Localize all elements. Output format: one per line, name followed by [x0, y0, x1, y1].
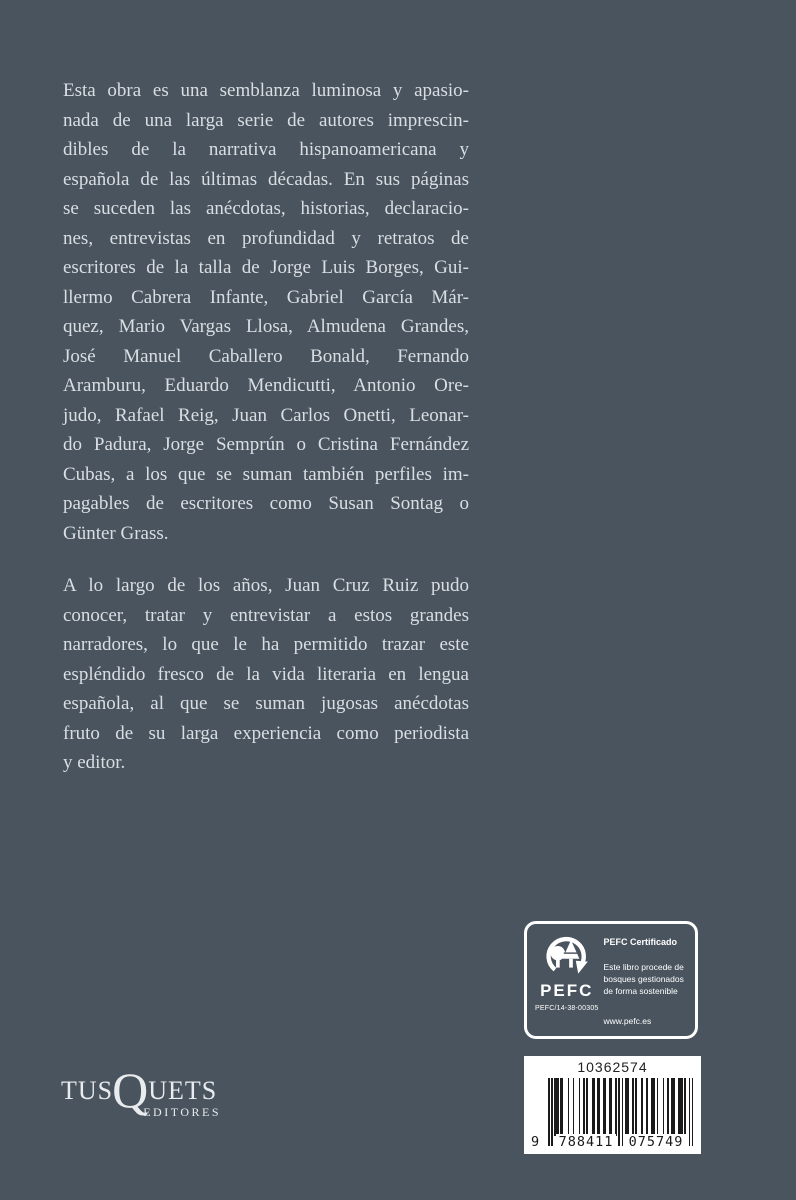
tusquets-wordmark-q: Q	[112, 1062, 150, 1118]
tusquets-editores-text: EDITORES	[143, 1105, 221, 1119]
synopsis-paragraph	[63, 76, 469, 548]
synopsis-line: y editor.	[63, 752, 126, 773]
synopsis-line: dibles de la narrativa hispanoamericana y	[63, 139, 469, 160]
synopsis-line: española, al que se suman jugosas anécdotas	[63, 693, 469, 714]
synopsis-line: narradores, lo que le ha permitido trazar este	[63, 634, 469, 655]
synopsis-line: fruto de su larga experiencia como periodista	[63, 722, 469, 744]
synopsis-line: conocer, tratar y entrevistar a estos grandes	[63, 604, 469, 626]
barcode-first-digit: 9	[531, 1134, 540, 1150]
barcode	[524, 1056, 701, 1154]
synopsis-line: A lo largo de los años, Juan Cruz Ruiz pudo	[63, 575, 469, 596]
synopsis-line: Aramburu, Eduardo Mendicutti, Antonio Ore-	[63, 375, 469, 396]
synopsis-line: escritores de la talla de Jorge Luis Borges, Gui-	[63, 257, 469, 278]
pefc-brand-text: PEFC	[540, 981, 594, 1000]
pefc-label-left-column	[535, 932, 599, 1029]
barcode-left-digits: 788411	[556, 1134, 616, 1150]
synopsis-line: judo, Rafael Reig, Juan Carlos Onetti, Leonar-	[63, 404, 469, 426]
pefc-license-code: PEFC/14-38-00305	[535, 1005, 599, 1012]
synopsis-line: llermo Cabrera Infante, Gabriel García Már-	[63, 286, 469, 308]
pefc-description: Este libro procede de bosques gestionados de forma sostenible	[603, 962, 684, 996]
synopsis-line: Esta obra es una semblanza luminosa y apasio-	[63, 80, 469, 101]
synopsis-line: espléndido fresco de la vida literaria en lengua	[63, 663, 469, 685]
synopsis-line: se suceden las anécdotas, historias, declaracio-	[63, 198, 469, 219]
synopsis-line: española de las últimas décadas. En sus páginas	[63, 168, 469, 190]
barcode-top-number: 10362574	[577, 1059, 648, 1075]
synopsis-line: pagables de escritores como Susan Sontag o	[63, 493, 469, 514]
synopsis-line: nada de una larga serie de autores imprescin-	[63, 109, 469, 131]
synopsis-line: Cubas, a los que se suman también perfiles im-	[63, 463, 469, 485]
barcode-module	[692, 1078, 694, 1146]
pefc-label-right-column	[599, 932, 694, 1029]
pefc-title: PEFC Certificado	[603, 937, 678, 947]
tusquets-wordmark-suffix: UETS	[148, 1076, 218, 1105]
synopsis-line: Günter Grass.	[63, 522, 169, 544]
pefc-certification-label	[524, 921, 698, 1039]
synopsis-line: quez, Mario Vargas Llosa, Almudena Grandes,	[63, 316, 469, 337]
barcode-right-digits: 075749	[625, 1134, 687, 1150]
pefc-website: www.pefc.es	[603, 1016, 652, 1026]
synopsis-line: José Manuel Caballero Bonald, Fernando	[63, 345, 469, 367]
synopsis-text	[63, 76, 469, 778]
synopsis-paragraph	[63, 571, 469, 778]
synopsis-line: do Padura, Jorge Semprún o Cristina Fernández	[63, 434, 469, 455]
synopsis-line: nes, entrevistas en profundidad y retratos de	[63, 227, 469, 249]
tusquets-logo	[61, 1062, 227, 1120]
tusquets-wordmark-prefix: TUS	[61, 1076, 114, 1105]
pefc-logo-icon	[543, 932, 591, 980]
